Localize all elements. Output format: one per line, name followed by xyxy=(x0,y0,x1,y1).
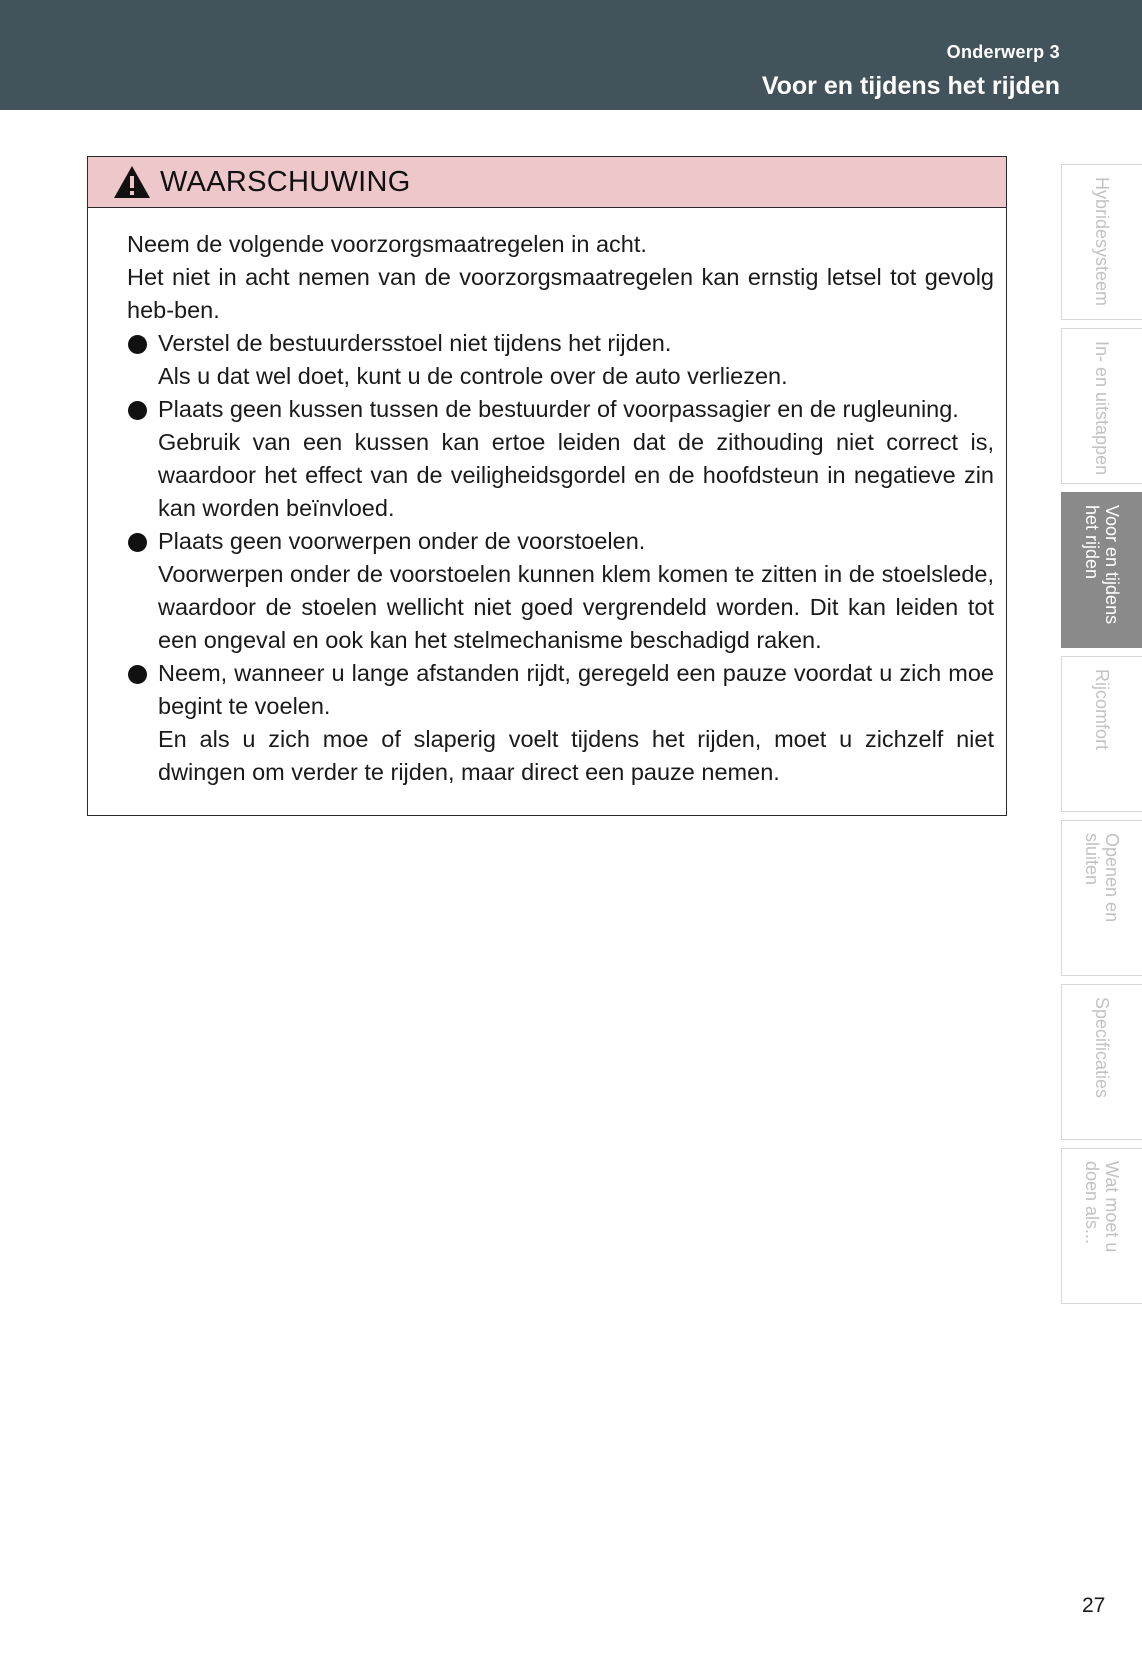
warning-item xyxy=(127,327,994,393)
warning-item-lead: Verstel de bestuurdersstoel niet tijdens het rijden. xyxy=(158,330,672,356)
tab-specificaties[interactable] xyxy=(1061,984,1142,1140)
tab-hybridesysteem[interactable] xyxy=(1061,164,1142,320)
warning-item-detail: En als u zich moe of slaperig voelt tijdens het rijden, moet u zichzelf niet dwingen om verder te rijden, maar direct een pauze nemen. xyxy=(158,726,994,785)
tab-label: Voor en tijdens het rijden xyxy=(1082,505,1122,625)
bullet-icon xyxy=(128,665,147,684)
tab-openen-en-sluiten[interactable] xyxy=(1061,820,1142,976)
tab-wat-moet-u-doen-als[interactable] xyxy=(1061,1148,1142,1304)
warning-item-lead: Plaats geen voorwerpen onder de voorstoelen. xyxy=(158,528,646,554)
warning-item xyxy=(127,525,994,657)
tab-label: In- en uitstappen xyxy=(1092,341,1112,476)
warning-intro-1: Neem de volgende voorzorgsmaatregelen in acht. xyxy=(127,231,647,257)
bullet-icon xyxy=(128,335,147,354)
page-header xyxy=(0,0,1142,110)
warning-item xyxy=(127,657,994,789)
tab-label: Hybridesysteem xyxy=(1092,177,1112,307)
tab-in-en-uitstappen[interactable] xyxy=(1061,328,1142,484)
warning-title: WAARSCHUWING xyxy=(160,165,411,198)
warning-item-lead: Neem, wanneer u lange afstanden rijdt, geregeld een pauze voordat u zich moe begint te voelen. xyxy=(158,660,994,719)
warning-box xyxy=(87,156,1007,816)
tab-voor-en-tijdens-het-rijden[interactable] xyxy=(1061,492,1142,648)
tab-label: Wat moet u doen als... xyxy=(1082,1161,1122,1253)
section-label: Onderwerp 3 xyxy=(946,42,1060,62)
tab-rijcomfort[interactable] xyxy=(1061,656,1142,812)
tab-label: Openen en sluiten xyxy=(1082,833,1122,923)
warning-item-detail: Voorwerpen onder de voorstoelen kunnen klem komen te zitten in de stoelslede, waardoor de stoelen wellicht niet goed vergrendeld worden. Dit kan leiden tot een ongeval en ook kan het stelmechanisme beschadigd raken. xyxy=(158,561,994,653)
section-title: Voor en tijdens het rijden xyxy=(761,72,1060,100)
bullet-icon xyxy=(128,401,147,420)
page-number: 27 xyxy=(1082,1594,1106,1617)
warning-triangle-icon xyxy=(112,164,152,200)
bullet-icon xyxy=(128,533,147,552)
warning-item-detail: Gebruik van een kussen kan ertoe leiden dat de zithouding niet correct is, waardoor het effect van de veiligheidsgordel en de hoofdsteun in negatieve zin kan worden beïnvloed. xyxy=(158,429,994,521)
warning-body xyxy=(88,208,1006,789)
warning-intro-2: Het niet in acht nemen van de voorzorgsmaatregelen kan ernstig letsel tot gevolg heb-ben. xyxy=(127,264,994,323)
warning-item-detail: Als u dat wel doet, kunt u de controle over de auto verliezen. xyxy=(158,363,788,389)
warning-item-lead: Plaats geen kussen tussen de bestuurder of voorpassagier en de rugleuning. xyxy=(158,396,959,422)
tab-label: Specificaties xyxy=(1092,997,1112,1099)
warning-header xyxy=(88,157,1006,208)
tab-label: Rijcomfort xyxy=(1092,669,1112,751)
warning-item xyxy=(127,393,994,525)
